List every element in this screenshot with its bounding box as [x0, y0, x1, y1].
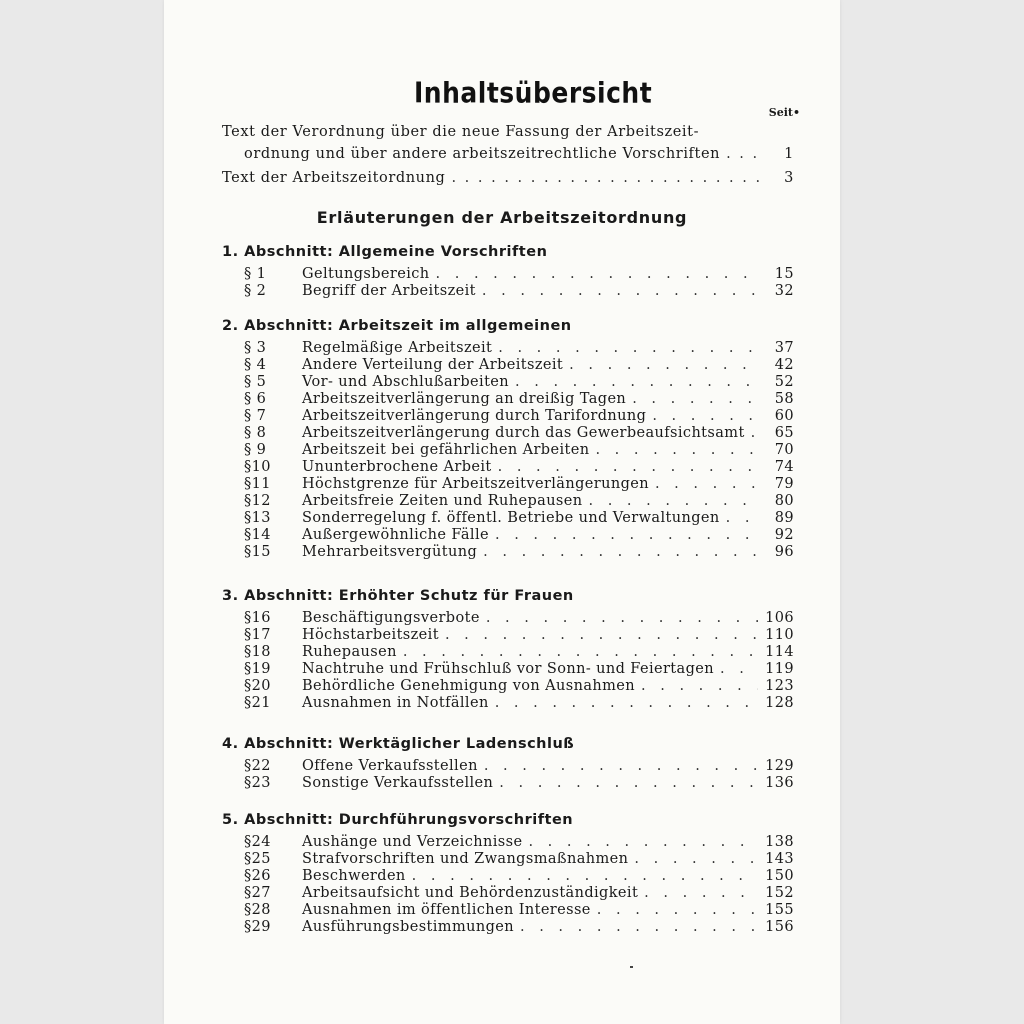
leader-dots	[726, 510, 758, 526]
section-number: §23	[244, 775, 271, 791]
page-number: 119	[765, 661, 794, 677]
toc-entry	[244, 266, 794, 283]
section-number: §16	[244, 610, 271, 626]
section-number: § 9	[244, 442, 267, 458]
entry-title: Außergewöhnliche Fälle	[302, 527, 489, 543]
section-number: §10	[244, 459, 271, 475]
leader-dots	[445, 627, 758, 643]
leader-dots	[482, 283, 758, 299]
page-number: 52	[774, 374, 794, 390]
leader-dots	[569, 357, 758, 373]
toc-entry	[244, 391, 794, 408]
entry-title: Arbeitszeitverlängerung an dreißig Tagen	[302, 391, 627, 407]
subheading: Erläuterungen der Arbeitszeitordnung	[316, 208, 688, 227]
entry-title: Mehrarbeitsvergütung	[302, 544, 478, 560]
toc-entry	[244, 442, 794, 459]
page-number: 60	[774, 408, 794, 424]
leader-dots	[495, 695, 758, 711]
page-number: 42	[774, 357, 794, 373]
entry-title: Nachtruhe und Frühschluß vor Sonn- und Feiertagen	[302, 661, 714, 677]
section-number: §25	[244, 851, 271, 867]
leader-dots	[436, 266, 758, 282]
section-number: §19	[244, 661, 271, 677]
section-number: §17	[244, 627, 271, 643]
leader-dots	[655, 476, 758, 492]
intro-line-2	[244, 146, 794, 166]
intro-line-2-text: ordnung und über andere arbeitszeitrechtliche Vorschriften	[244, 146, 721, 162]
section-number: §26	[244, 868, 271, 884]
toc-entry	[244, 885, 794, 902]
entry-title: Andere Verteilung der Arbeitszeit	[302, 357, 564, 373]
leader-dots	[652, 408, 758, 424]
page-number: 58	[774, 391, 794, 407]
page-number: 15	[774, 266, 794, 282]
toc-entry	[244, 758, 794, 775]
section-number: §13	[244, 510, 271, 526]
page-number: 79	[774, 476, 794, 492]
toc-entry	[244, 678, 794, 695]
print-speck	[630, 966, 633, 968]
intro-line-3	[222, 170, 794, 190]
toc-entry	[244, 459, 794, 476]
entry-title: Sonstige Verkaufsstellen	[302, 775, 494, 791]
leader-dots	[412, 868, 758, 884]
leader-dots	[751, 425, 758, 441]
section-heading: 4. Abschnitt: Werktäglicher Ladenschluß	[222, 736, 575, 752]
toc-entry	[244, 510, 794, 527]
entry-title: Ruhepausen	[302, 644, 397, 660]
page-number: 96	[774, 544, 794, 560]
section-number: § 7	[244, 408, 267, 424]
leader-dots	[486, 610, 758, 626]
section-number: §29	[244, 919, 271, 935]
entry-title: Ausnahmen im öffentlichen Interesse	[302, 902, 591, 918]
entry-title: Arbeitszeit bei gefährlichen Arbeiten	[302, 442, 590, 458]
toc-entry	[244, 851, 794, 868]
entry-title: Arbeitsaufsicht und Behördenzuständigkeit	[302, 885, 639, 901]
page-number: 143	[765, 851, 794, 867]
leader-dots	[484, 758, 758, 774]
section-number: §11	[244, 476, 271, 492]
entry-title: Regelmäßige Arbeitszeit	[302, 340, 493, 356]
entry-title: Beschwerden	[302, 868, 406, 884]
entry-title: Strafvorschriften und Zwangsmaßnahmen	[302, 851, 629, 867]
toc-entry	[244, 627, 794, 644]
leader-dots	[720, 661, 758, 677]
toc-entry	[244, 775, 794, 792]
toc-entry	[244, 283, 794, 300]
leader-dots	[451, 170, 762, 186]
page-number: 155	[765, 902, 794, 918]
leader-dots	[726, 146, 762, 162]
leader-dots	[520, 919, 758, 935]
leader-dots	[641, 678, 758, 694]
page-number: 74	[774, 459, 794, 475]
entry-title: Vor- und Abschlußarbeiten	[302, 374, 510, 390]
toc-entry	[244, 902, 794, 919]
entry-title: Ausführungsbestimmungen	[302, 919, 514, 935]
section-number: §28	[244, 902, 271, 918]
section-number: § 8	[244, 425, 267, 441]
page-number: 152	[765, 885, 794, 901]
page-number: 138	[765, 834, 794, 850]
leader-dots	[498, 459, 758, 475]
leader-dots	[515, 374, 758, 390]
toc-entry	[244, 544, 794, 561]
page-number: 32	[774, 283, 794, 299]
page-number: 92	[774, 527, 794, 543]
toc-entry	[244, 834, 794, 851]
page-number: 128	[765, 695, 794, 711]
entry-title: Ausnahmen in Notfällen	[302, 695, 489, 711]
section-heading: 3. Abschnitt: Erhöhter Schutz für Frauen	[222, 588, 574, 604]
entry-title: Ununterbrochene Arbeit	[302, 459, 492, 475]
intro-line-1	[222, 124, 794, 144]
toc-entry	[244, 644, 794, 661]
page-number: 150	[765, 868, 794, 884]
toc-entry	[244, 357, 794, 374]
leader-dots	[589, 493, 759, 509]
entry-title: Beschäftigungsverbote	[302, 610, 480, 626]
leader-dots	[597, 902, 758, 918]
entry-title: Begriff der Arbeitszeit	[302, 283, 476, 299]
toc-entry	[244, 408, 794, 425]
toc-entry	[244, 425, 794, 442]
entry-title: Arbeitszeitverlängerung durch Tarifordnung	[302, 408, 647, 424]
intro-line-2-page: 1	[784, 146, 794, 162]
section-number: § 5	[244, 374, 267, 390]
section-number: § 1	[244, 266, 267, 282]
toc-entry	[244, 661, 794, 678]
toc-entry	[244, 610, 794, 627]
entry-title: Aushänge und Verzeichnisse	[302, 834, 523, 850]
page-number: 65	[774, 425, 794, 441]
section-number: §21	[244, 695, 271, 711]
leader-dots	[483, 544, 758, 560]
page-number: 129	[765, 758, 794, 774]
page-number: 156	[765, 919, 794, 935]
leader-dots	[499, 775, 758, 791]
toc-entry	[244, 695, 794, 712]
entry-title: Geltungsbereich	[302, 266, 430, 282]
section-number: § 4	[244, 357, 267, 373]
leader-dots	[644, 885, 758, 901]
book-page	[164, 0, 840, 1024]
page-number: 123	[765, 678, 794, 694]
section-number: §12	[244, 493, 271, 509]
toc-entry	[244, 374, 794, 391]
leader-dots	[634, 851, 758, 867]
entry-title: Offene Verkaufsstellen	[302, 758, 478, 774]
page-number: 106	[765, 610, 794, 626]
leader-dots	[595, 442, 758, 458]
page-number: 70	[774, 442, 794, 458]
leader-dots	[495, 527, 758, 543]
intro-line-3-text: Text der Arbeitszeitordnung	[222, 170, 446, 186]
section-number: §24	[244, 834, 271, 850]
intro-line-1-text: Text der Verordnung über die neue Fassung der Arbeitszeit-	[222, 124, 700, 140]
intro-line-3-page: 3	[784, 170, 794, 186]
page-column-label: Seit•	[768, 106, 800, 119]
section-number: §18	[244, 644, 271, 660]
section-number: §27	[244, 885, 271, 901]
entry-title: Behördliche Genehmigung von Ausnahmen	[302, 678, 636, 694]
toc-entry	[244, 493, 794, 510]
leader-dots	[403, 644, 758, 660]
section-heading: 5. Abschnitt: Durchführungsvorschriften	[222, 812, 574, 828]
toc-entry	[244, 476, 794, 493]
leader-dots	[528, 834, 758, 850]
page-number: 89	[774, 510, 794, 526]
entry-title: Arbeitszeitverlängerung durch das Gewerbeaufsichtsamt	[302, 425, 745, 441]
section-heading: 1. Abschnitt: Allgemeine Vorschriften	[222, 244, 548, 260]
leader-dots	[632, 391, 758, 407]
section-number: § 6	[244, 391, 267, 407]
toc-entry	[244, 919, 794, 936]
section-number: §20	[244, 678, 271, 694]
toc-entry	[244, 868, 794, 885]
page-number: 136	[765, 775, 794, 791]
toc-entry	[244, 340, 794, 357]
section-number: §14	[244, 527, 271, 543]
page-title: Inhaltsübersicht	[414, 76, 653, 110]
toc-entry	[244, 527, 794, 544]
page-number: 114	[765, 644, 794, 660]
section-number: § 2	[244, 283, 267, 299]
entry-title: Arbeitsfreie Zeiten und Ruhepausen	[302, 493, 583, 509]
leader-dots	[498, 340, 758, 356]
section-number: § 3	[244, 340, 267, 356]
entry-title: Höchstarbeitszeit	[302, 627, 439, 643]
page-number: 37	[774, 340, 794, 356]
section-number: §22	[244, 758, 271, 774]
entry-title: Höchstgrenze für Arbeitszeitverlängerungen	[302, 476, 649, 492]
page-number: 110	[765, 627, 794, 643]
page-number: 80	[774, 493, 794, 509]
section-heading: 2. Abschnitt: Arbeitszeit im allgemeinen	[222, 318, 572, 334]
section-number: §15	[244, 544, 271, 560]
entry-title: Sonderregelung f. öffentl. Betriebe und Verwaltungen	[302, 510, 720, 526]
